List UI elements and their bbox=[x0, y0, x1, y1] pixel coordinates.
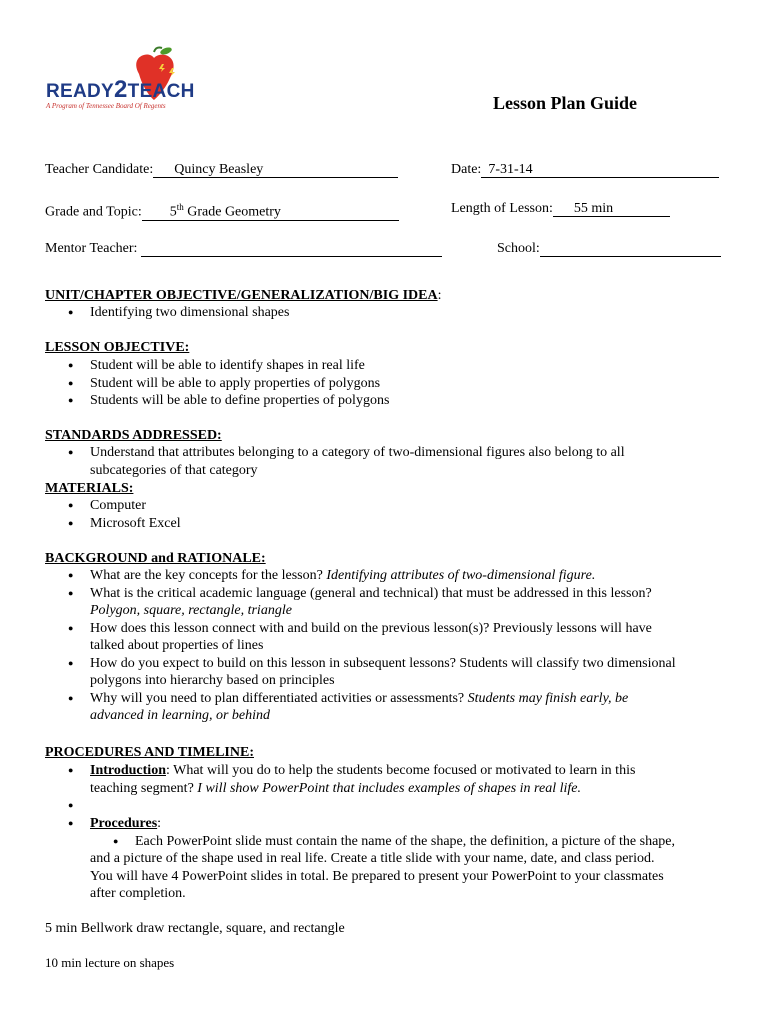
background-a5-line2: advanced in learning, or behind bbox=[90, 708, 271, 723]
list-item: ● Students will be able to define properties of polygons bbox=[45, 392, 735, 410]
background-q2: What is the critical academic language (general and technical) that must be addressed in this lesson? bbox=[90, 585, 652, 601]
mentor-teacher-field[interactable] bbox=[141, 241, 442, 257]
standards-list bbox=[45, 444, 745, 479]
grade-topic-row bbox=[45, 200, 399, 221]
background-a5-line1: Students may finish early, be bbox=[467, 690, 629, 706]
timeline-item-bellwork: 5 min Bellwork draw rectangle, square, and rectangle bbox=[45, 921, 345, 936]
background-list bbox=[45, 567, 745, 725]
unit-objective-colon: : bbox=[437, 288, 442, 303]
background-q4-line2: polygons into hierarchy based on principles bbox=[90, 673, 335, 688]
grade-topic-label: Grade and Topic: bbox=[45, 204, 142, 220]
lesson-length-value: 55 min bbox=[573, 201, 614, 216]
mentor-teacher-label: Mentor Teacher: bbox=[45, 241, 138, 256]
grade-number: 5 bbox=[169, 204, 177, 220]
background-q1: What are the key concepts for the lesson? bbox=[90, 568, 327, 583]
list-item: ● Identifying two dimensional shapes bbox=[45, 304, 735, 322]
list-item bbox=[45, 620, 745, 655]
lesson-length-row bbox=[451, 200, 670, 217]
logo-brand-digit: 2 bbox=[114, 76, 128, 103]
school-field[interactable] bbox=[540, 241, 721, 257]
list-item: ● Computer bbox=[45, 497, 735, 515]
teacher-candidate-label: Teacher Candidate: bbox=[45, 162, 154, 177]
grade-topic-value: Grade Geometry bbox=[183, 204, 281, 220]
list-item: ● Microsoft Excel bbox=[45, 515, 735, 533]
bullet-icon: ● bbox=[113, 836, 119, 846]
list-item bbox=[45, 444, 745, 479]
logo-tagline: A Program of Tennessee Board Of Regents bbox=[46, 102, 166, 110]
teacher-candidate-row bbox=[45, 161, 398, 178]
introduction-line2-italic: I will show PowerPoint that includes examples of shapes in real life. bbox=[197, 780, 581, 796]
logo-brand-right: TEACH bbox=[127, 81, 195, 102]
unit-objective-heading bbox=[45, 287, 442, 304]
logo-brand-left: READY bbox=[46, 81, 115, 102]
school-label: School: bbox=[497, 241, 540, 256]
list-item bbox=[45, 567, 745, 585]
procedures-colon: : bbox=[157, 815, 162, 831]
lesson-objective-heading: LESSON OBJECTIVE: bbox=[45, 340, 190, 355]
procedures-sub-line2: and a picture of the shape used in real life. Create a title slide with your name, date, and class period. bbox=[90, 851, 655, 866]
date-field[interactable] bbox=[481, 162, 719, 178]
background-a1: Identifying attributes of two-dimensional figure. bbox=[326, 568, 596, 583]
standards-line-2: subcategories of that category bbox=[90, 462, 258, 478]
unit-objective-heading-text: UNIT/CHAPTER OBJECTIVE/GENERALIZATION/BIG IDEA bbox=[45, 288, 438, 303]
school-row bbox=[497, 240, 721, 257]
page-title: Lesson Plan Guide bbox=[493, 93, 638, 113]
lesson-objective-list bbox=[45, 357, 735, 410]
lesson-length-field[interactable] bbox=[553, 201, 670, 217]
grade-topic-field[interactable] bbox=[142, 200, 399, 221]
procedures-sub-line1: Each PowerPoint slide must contain the name of the shape, the definition, a picture of the shape, bbox=[135, 834, 676, 849]
grade-suffix: th bbox=[176, 202, 184, 212]
background-q4-line1: How do you expect to build on this lesson in subsequent lessons? Students will classify two dimensional bbox=[90, 655, 676, 671]
unit-objective-list bbox=[45, 304, 735, 322]
date-label: Date: bbox=[451, 162, 482, 177]
teacher-candidate-value: Quincy Beasley bbox=[174, 162, 264, 177]
lesson-length-label: Length of Lesson: bbox=[451, 201, 553, 216]
list-item bbox=[45, 762, 745, 797]
background-q3-line2: talked about properties of lines bbox=[90, 638, 264, 653]
introduction-line2: teaching segment? bbox=[90, 780, 198, 796]
procedures-sub-item bbox=[90, 833, 740, 851]
background-heading: BACKGROUND and RATIONALE: bbox=[45, 551, 266, 566]
list-item bbox=[45, 815, 745, 833]
list-item bbox=[45, 585, 745, 620]
background-q5: Why will you need to plan differentiated activities or assessments? bbox=[90, 690, 468, 706]
procedures-list bbox=[45, 762, 745, 832]
ready2teach-logo bbox=[44, 44, 195, 114]
list-item bbox=[45, 655, 745, 690]
introduction-label: Introduction bbox=[90, 763, 166, 778]
teacher-candidate-field[interactable] bbox=[153, 162, 398, 178]
standards-heading: STANDARDS ADDRESSED: bbox=[45, 428, 222, 443]
standards-line-1: Understand that attributes belonging to a category of two-dimensional figures also belong to all bbox=[90, 445, 625, 460]
background-q3-line1: How does this lesson connect with and build on the previous lesson(s)? Previously lessons will have bbox=[90, 620, 652, 636]
procedures-sub-line4: after completion. bbox=[90, 886, 186, 901]
procedures-sub-line3: You will have 4 PowerPoint slides in total. Be prepared to present your PowerPoint to your classmates bbox=[90, 869, 664, 884]
timeline-item-lecture: 10 min lecture on shapes bbox=[45, 955, 175, 970]
list-item bbox=[45, 690, 745, 725]
materials-heading: MATERIALS: bbox=[45, 481, 134, 496]
procedures-label: Procedures bbox=[90, 815, 158, 831]
list-item: ● Student will be able to apply properties of polygons bbox=[45, 375, 735, 393]
introduction-text: : What will you do to help the students become focused or motivated to learn in this bbox=[165, 763, 636, 778]
list-item: ● Student will be able to identify shapes in real life bbox=[45, 357, 735, 375]
procedures-heading: PROCEDURES AND TIMELINE: bbox=[45, 745, 254, 760]
date-value: 7-31-14 bbox=[488, 162, 533, 177]
materials-list bbox=[45, 497, 735, 532]
mentor-teacher-row bbox=[45, 240, 442, 257]
date-row bbox=[451, 161, 719, 178]
background-a2: Polygon, square, rectangle, triangle bbox=[90, 603, 292, 618]
list-item bbox=[45, 797, 745, 815]
